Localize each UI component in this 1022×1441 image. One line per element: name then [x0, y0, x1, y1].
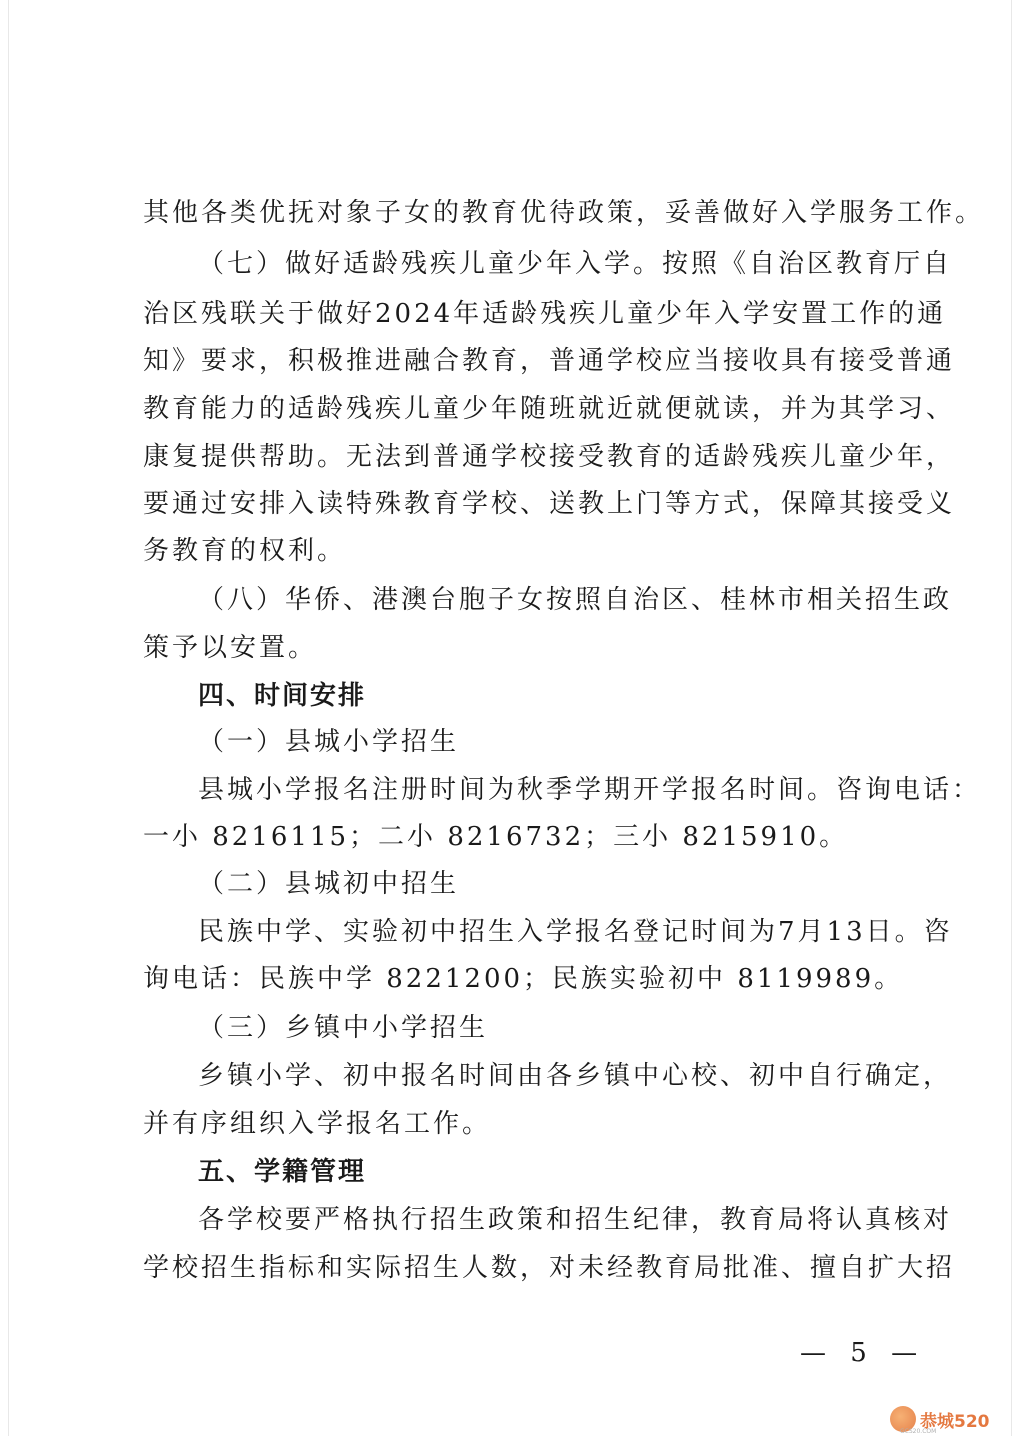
paragraph-line: 民族中学、实验初中招生入学报名登记时间为7月13日。咨	[198, 917, 953, 947]
section-heading: 四、时间安排	[198, 681, 367, 711]
paragraph-line: （七）做好适龄残疾儿童少年入学。按照《自治区教育厅自	[198, 249, 953, 279]
watermark-subtext: GCS20.COM	[900, 1428, 937, 1435]
contact-line: 一小 8216115；二小 8216732；三小 8215910。	[143, 822, 849, 852]
subsection-heading: （二）县城初中招生	[198, 869, 460, 899]
paragraph-line: 各学校要严格执行招生政策和招生纪律，教育局将认真核对	[198, 1205, 953, 1235]
paragraph-line: （八）华侨、港澳台胞子女按照自治区、桂林市相关招生政	[198, 585, 953, 615]
paragraph-line: 策予以安置。	[143, 633, 318, 663]
paragraph-line: 乡镇小学、初中报名时间由各乡镇中心校、初中自行确定，	[198, 1061, 953, 1091]
paragraph-line: 并有序组织入学报名工作。	[143, 1109, 492, 1139]
subsection-heading: （一）县城小学招生	[198, 727, 460, 757]
paragraph-line: 知》要求，积极推进融合教育，普通学校应当接收具有接受普通	[143, 346, 956, 376]
subsection-heading: （三）乡镇中小学招生	[198, 1013, 489, 1043]
contact-line: 询电话：民族中学 8221200；民族实验初中 8119989。	[143, 964, 904, 994]
paragraph-line: 治区残联关于做好2024年适龄残疾儿童少年入学安置工作的通	[143, 299, 947, 329]
section-heading: 五、学籍管理	[198, 1157, 367, 1187]
paragraph-line: 县城小学报名注册时间为秋季学期开学报名时间。咨询电话：	[198, 775, 982, 805]
paragraph-line: 要通过安排入读特殊教育学校、送教上门等方式，保障其接受义	[143, 489, 956, 519]
paragraph-line: 其他各类优抚对象子女的教育优待政策，妥善做好入学服务工作。	[143, 198, 985, 228]
watermark-text: 恭城520	[920, 1411, 990, 1432]
paragraph-line: 学校招生指标和实际招生人数，对未经教育局批准、擅自扩大招	[143, 1253, 956, 1283]
paragraph-line: 教育能力的适龄残疾儿童少年随班就近就便就读，并为其学习、	[143, 394, 956, 424]
paragraph-line: 康复提供帮助。无法到普通学校接受教育的适龄残疾儿童少年，	[143, 442, 956, 472]
paragraph-line: 务教育的权利。	[143, 536, 347, 566]
page-number: — 5 —	[800, 1338, 926, 1368]
